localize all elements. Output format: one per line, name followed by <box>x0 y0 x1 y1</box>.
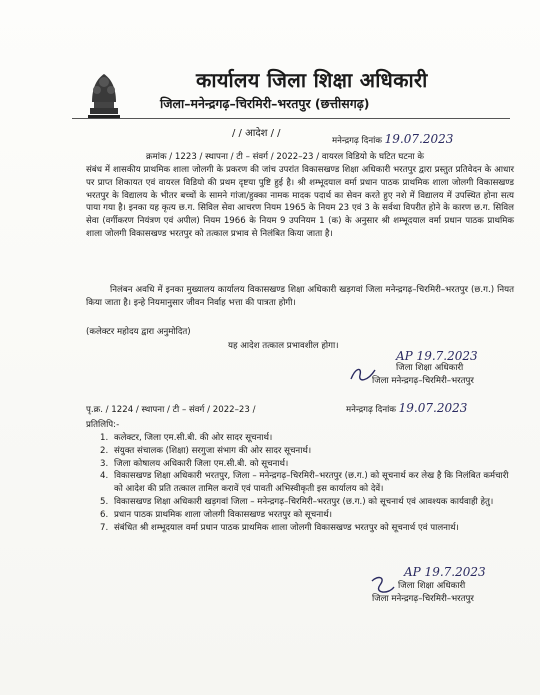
order-body-intro: वायरल विडियो के घटित घटना के <box>321 152 425 162</box>
copy-to-item <box>100 496 514 509</box>
copy-to-item-text: संयुक्त संचालक (शिक्षा) सरगुजा संभाग की ओर सादर सूचनार्थ। <box>114 445 312 456</box>
copy-to-item <box>100 522 514 535</box>
copy-to-list <box>100 432 514 534</box>
copy-to-item <box>100 470 514 496</box>
endorsement-date-label: मनेन्द्रगढ़ दिनांक 19.07.2023 <box>346 401 468 415</box>
copy-to-item-text: जिला कोषालय अधिकारी जिला एम.सी.बी. को सूचनार्थ। <box>114 458 289 469</box>
order-effective: यह आदेश तत्काल प्रभावशील होगा। <box>228 341 339 351</box>
copy-to-item-number: 6. <box>100 509 109 520</box>
signature-2-handwriting: AP 19.7.2023 <box>404 565 486 579</box>
copy-to-item <box>100 458 514 471</box>
copy-to-item-number: 4. <box>100 471 109 482</box>
signature-1-district: जिला मनेन्द्रगढ़–चिरमिरी–भरतपुर <box>372 376 474 386</box>
order-date-value: 19.07.2023 <box>384 132 454 146</box>
endorsement-date-value: 19.07.2023 <box>398 401 468 415</box>
order-approval: (कलेक्टर महोदय द्वारा अनुमोदित) <box>86 327 191 337</box>
signature-2-district: जिला मनेन्द्रगढ़–चिरमिरी–भरतपुर <box>372 594 474 604</box>
office-title: कार्यालय जिला शिक्षा अधिकारी <box>196 68 428 92</box>
copy-to-item-text: विकासखण्ड शिक्षा अधिकारी भरतपुर, जिला – मनेन्द्रगढ़–चिरमिरी–भरतपुर (छ.ग.) को सूचनार्थ कर लेख है कि निलंबित कर्मचारी को आदेश की प्रति तत्काल तामिल करावें एवं पावती अभिस्वीकृती इस कार्यालय को देवें। <box>114 471 509 495</box>
copy-to-item <box>100 509 514 522</box>
copy-to-label: प्रतिलिपि:- <box>86 420 120 430</box>
order-heading: / / आदेश / / <box>232 128 281 139</box>
copy-to-item <box>100 445 514 458</box>
copy-to-item-text: प्रधान पाठक प्राथमिक शाला जोलगी विकासखण्ड भरतपुर को सूचनार्थ। <box>114 509 332 520</box>
copy-to-item-text: विकासखण्ड शिक्षा अधिकारी खड़गवां जिला – मनेन्द्रगढ़–चिरमिरी–भरतपुर (छ.ग.) को सूचनार्थ एवं आवश्यक कार्यवाही हेतु। <box>114 496 494 507</box>
office-district: जिला–मनेन्द्रगढ़–चिरमिरी–भरतपुर (छत्तीसगढ़) <box>160 96 370 111</box>
signature-1-handwriting: AP 19.7.2023 <box>396 349 478 363</box>
order-reference: क्रमांक / 1223 / स्थापना / टी – संवर्ग / 2022–23 / वायरल विडियो के घटित घटना के <box>146 152 425 162</box>
copy-to-item <box>100 432 514 445</box>
state-emblem-icon <box>84 64 124 120</box>
signature-2-designation: जिला शिक्षा अधिकारी <box>398 581 466 591</box>
copy-to-item-number: 1. <box>100 433 109 443</box>
order-date-label: मनेन्द्रगढ़ दिनांक 19.07.2023 <box>332 132 454 146</box>
order-suspension: निलंबन अवधि में इनका मुख्यालय कार्यालय विकासखण्ड शिक्षा अधिकारी खड़गवां जिला मनेन्द्रगढ़–चिरमिरी–भरतपुर (छ.ग.) नियत किया जाता है। इन्हे नियमानुसार जीवन निर्वाह भत्ता की पात्रता होगी। <box>86 285 514 308</box>
order-body: संबंध में शासकीय प्राथमिक शाला जोलगी के प्रकरण की जांच उपरांत विकासखण्ड शिक्षा अधिकारी भरतपुर द्वारा प्रस्तुत प्रतिवेदन के आधार पर प्राप्त शिकायत एवं वायरल विडियो की प्रथम दृष्टया पुष्टि हुई है। श्री शम्भूदयाल वर्मा प्रधान पाठक प्राथमिक शाला जोलगी विकासखण्ड भरतपुर के विद्यालय के भीतर बच्चों के सामने गांजा/हुक्का नामक मादक पदार्थ का सेवन करते हुए नशे में विद्यालय में उपस्थित होना सत्य पाया गया है। इनका यह कृत्य छ.ग. सिविल सेवा आचरण नियम 1965 के नियम 23 एवं 3 के सर्वथा विपरीत होने के कारण छ.ग. सिविल सेवा (वर्गीकरण नियंत्रण एवं अपील) नियम 1966 के नियम 9 उपनियम 1 (क) के अनुसार श्री शम्भूदयाल वर्मा प्रधान पाठक प्राथमिक शाला जोलगी विकासखण्ड भरतपुर को तत्काल प्रभाव से निलंबित किया जाता है। <box>86 165 514 239</box>
copy-to-item-number: 5. <box>100 496 109 507</box>
copy-to-item-text: संबंधित श्री शम्भूदयाल वर्मा प्रधान पाठक प्राथमिक शाला जोलगी विकासखण्ड भरतपुर को सूचनार्थ एवं पालनार्थ। <box>114 522 459 533</box>
header-rule <box>72 118 510 119</box>
copy-to-item-number: 2. <box>100 445 109 456</box>
copy-to-item-text: कलेक्टर, जिला एम.सी.बी. की ओर सादर सूचनार्थ। <box>114 433 273 443</box>
copy-to-item-number: 3. <box>100 458 109 469</box>
endorsement-reference: पृ.क्र. / 1224 / स्थापना / टी – संवर्ग / 2022–23 / <box>86 405 256 415</box>
signature-1-designation: जिला शिक्षा अधिकारी <box>396 363 464 373</box>
copy-to-item-number: 7. <box>100 522 109 533</box>
